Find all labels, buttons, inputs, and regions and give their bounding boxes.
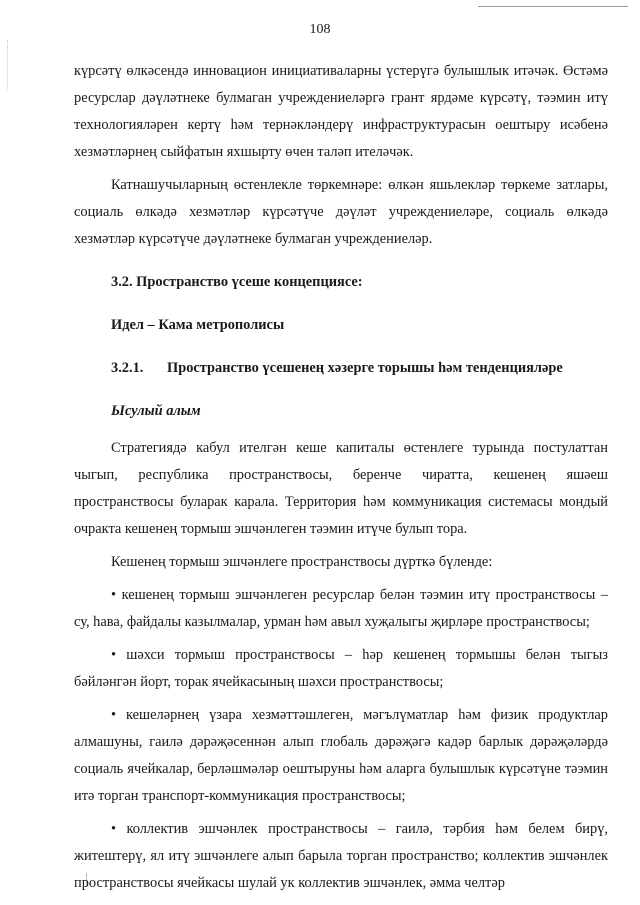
- bullet-personal-space: • шәхси тормыш пространствосы – һәр кешенең тормышы белән тыгыз бәйләнгән йорт, торак ячейкасының шәхси пространствосы;: [74, 647, 608, 690]
- bullet-resource-space: • кешенең тормыш эшчәнлеген ресурслар белән тәэмин итү пространствосы – су, һава, файдалы казылмалар, урман һәм авыл хуҗалыгы җирләре пространствосы;: [74, 587, 608, 630]
- margin-binding-marks: [7, 40, 8, 90]
- method-heading: Ысулый алым: [111, 403, 201, 419]
- bullet-collective-space: • коллектив эшчәнлек пространствосы – гаилә, тәрбия һәм белем бирү, житештерү, ял итү эшчәнлеге алып барыла торган пространство; коллектив эшчәнлек пространствосы ячейкасы шулай ук коллектив эшчәнлек, әмма челтәр: [74, 821, 608, 891]
- page-content: [74, 58, 608, 897]
- paragraph-continuation: күрсәтү өлкәсендә инновацион инициативаларны үстерүгә булышлык итәчәк. Өстәмә ресурслар дәүләтнеке булмаган учреждениеләргә грант ярдәме күрсәтү, тәэмин итү технологияләрен кертү һәм тернәкләндерү инфраструктурасын оештыру исәбенә хезмәтләрнең сыйфатын яхшырту өчен таләп ителәчәк.: [74, 63, 608, 160]
- section-heading: 3.2. Пространство үсеше концепциясе:: [111, 274, 363, 290]
- subsection-3-2-1-heading: [74, 355, 608, 382]
- page-number: 108: [309, 22, 331, 37]
- paragraph-four-spaces: Кешенең тормыш эшчәнлеге пространствосы дүрткә бүленде:: [111, 554, 493, 570]
- subsection-heading: Идел – Кама метрополисы: [111, 317, 285, 333]
- bullet-transport-space: • кешеләрнең үзара хезмәттәшлеген, мәгълүматлар һәм физик продуктлар алмашуны, гаилә дәрәҗәсеннән алып глобаль дәрәҗәгә кадәр барлык дәрәҗәләрдә социаль ячейкалар, берләшмәләр оештыруны һәм аларга булышлык күрсәтүне тәэмин итә торган транспорт-коммуникация пространствосы;: [74, 707, 608, 804]
- subsection-title: Пространство үсешенең хәзерге торышы һәм тенденцияләре: [167, 360, 563, 376]
- subsection-number: 3.2.1.: [111, 360, 144, 376]
- paragraph-target-groups: Катнашучыларның өстенлекле төркемнәре: өлкән яшьлекләр төркеме затлары, социаль өлкәдә хезмәтләр күрсәтүче дәүләт учреждениеләре, социаль өлкәдә хезмәтләр күрсәтүче дәүләтнеке булмаган учреждениеләр.: [74, 177, 608, 247]
- top-rule: [478, 6, 628, 7]
- paragraph-strategy: Стратегиядә кабул ителгән кеше капиталы өстенлеге турында постулаттан чыгып, республика пространствосы, беренче чиратта, кешенең яшәеш пространствосы буларак карала. Территория һәм коммуникация системасы мондый очракта кешенең тормыш эшчәнлеген тәэмин итүче булып тора.: [74, 440, 608, 537]
